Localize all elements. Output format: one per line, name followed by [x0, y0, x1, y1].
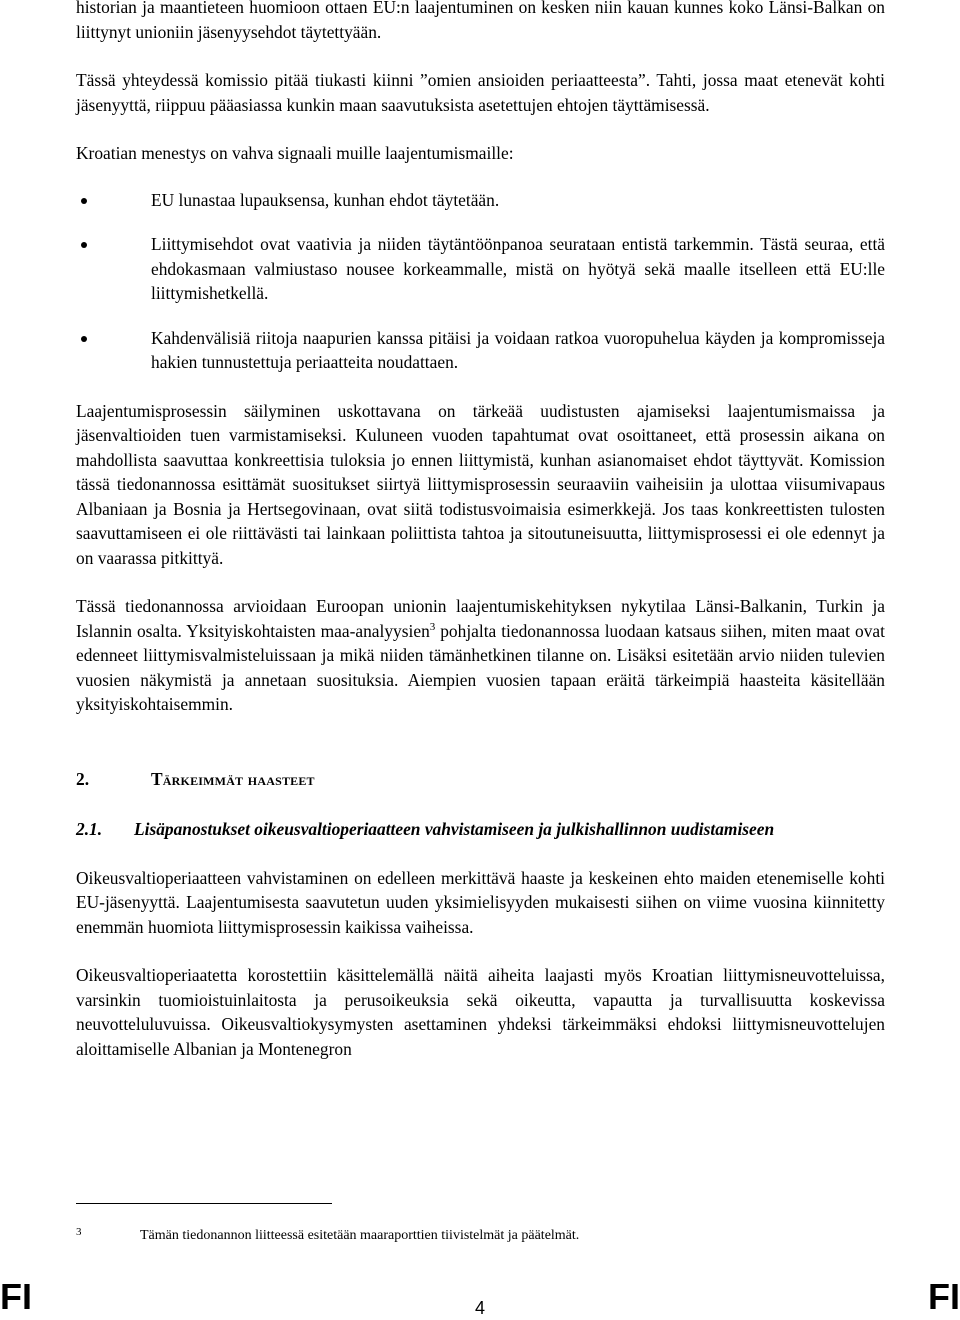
paragraph-croatia-negotiations: Oikeusvaltioperiaatetta korostettiin käsittelemällä näitä aiheita laajasti myös Kroatian liittymisneuvotteluissa, varsinkin tuomioistuinlaitosta ja perusoikeuksia sekä oikeutta, vapautta ja turvallisuutta koskevissa neuvotteluluvuissa. Oikeusvaltiokysymysten asettaminen yhdeksi tärkeimmäksi ehdoksi liittymisneuvottelujen aloittamiselle Albanian ja Montenegron — [76, 965, 885, 1059]
section-number: 2. — [76, 768, 90, 789]
subsection-title: Lisäpanostukset oikeusvaltioperiaatteen vahvistamiseen ja julkishallinnon uudistamiseen — [134, 819, 775, 839]
list-item — [76, 188, 885, 213]
footnote-reference[interactable]: 3 — [429, 620, 436, 633]
list-item-text: EU lunastaa lupauksensa, kunhan ehdot täytetään. — [151, 189, 500, 210]
bullet-dot-icon — [81, 336, 87, 342]
list-item — [76, 232, 885, 306]
footnote-separator — [76, 1203, 332, 1204]
paragraph-assessment-part1: Tässä tiedonannossa arvioidaan Euroopan unionin laajentumiskehityksen nykytilaa Länsi-Balkanin, Turkin ja Islannin osalta. Yksityiskohtaisten maa-analyysien — [76, 596, 885, 641]
section-title: Tärkeimmät haasteet — [151, 768, 315, 789]
paragraph-assessment — [76, 594, 885, 717]
footer-language-code-right: FI — [928, 1276, 960, 1317]
page-number: 4 — [474, 1298, 485, 1318]
list-item-text: Kahdenvälisiä riitoja naapurien kanssa pitäisi ja voidaan ratkoa vuoropuhelua käyden ja kompromisseja hakien tunnustettuja periaatteita noudattaen. — [151, 327, 885, 372]
paragraph-continuation: historian ja maantieteen huomioon ottaen EU:n laajentuminen on kesken niin kauan kunnes koko Länsi-Balkan on liittynyt unioniin jäsenyysehdot täytettyään. — [76, 0, 885, 42]
bullet-list — [76, 188, 885, 375]
paragraph-croatia-signal: Kroatian menestys on vahva signaali muille laajentumismaille: — [76, 143, 514, 163]
paragraph-credibility: Laajentumisprosessin säilyminen uskottavana on tärkeää uudistusten ajamiseksi laajentumismaissa ja jäsenvaltioiden tuen varmistamiseksi. Kuluneen vuoden tapahtumat ovat osoittaneet, että prosessin aikana on mahdollista saavuttaa konkreettisia tuloksia jo ennen liittymistä, kunhan asianomaiset ehdot täyttyvät. Komission tässä tiedonannossa esittämät suositukset siirtyä liittymisprosessin seuraaviin vaiheisiin ja ulottaa viisumivapaus Albaniaan ja Bosnia ja Hertsegovinaan, ovat siitä todistusvoimaisia esimerkkejä. Jos taas konkreettisten tulosten saavuttamiseen ei ole riittävästi tai lainkaan poliittista tahtoa ja sitoutuneisuutta, liittymisprosessi ei ole edennyt ja on vaarassa pitkittyä. — [76, 400, 885, 568]
footnote-number: 3 — [76, 1226, 82, 1238]
paragraph-assessment-part2: pohjalta tiedonannossa luodaan katsaus siihen, miten maat ovat edenneet liittymisvalmisteluissaan ja mikä niiden tämänhetkinen tilanne on. Lisäksi esitetään arvio niiden tulevien vuosien näkymistä ja annetaan suosituksia. Aiempien vuosien tapaan eräitä tärkeimpiä haasteita käsitellään yksityiskohtaisemmin. — [76, 620, 885, 714]
document-page — [76, 0, 885, 1061]
paragraph-merit-principle: Tässä yhteydessä komissio pitää tiukasti kiinni ”omien ansioiden periaatteesta”. Tahti, jossa maat etenevät kohti jäsenyyttä, riippuu pääasiassa kunkin maan saavutuksista asetettujen ehtojen täyttämisessä. — [76, 70, 885, 115]
paragraph-rule-of-law: Oikeusvaltioperiaatteen vahvistaminen on edelleen merkittävä haaste ja keskeinen ehto maiden etenemiselle kohti EU-jäsenyyttä. Laajentumisesta saavutetun uuden yksimielisyyden mukaisesti siihen on viime vuosina kiinnitetty enemmän huomiota liittymisprosessin kaikissa vaiheissa. — [76, 867, 885, 937]
footer-language-code-left: FI — [0, 1276, 32, 1317]
subsection-number: 2.1. — [76, 819, 103, 839]
section-heading — [76, 767, 885, 792]
list-item-text: Liittymisehdot ovat vaativia ja niiden täytäntöönpanoa seurataan entistä tarkemmin. Tästä seuraa, että ehdokasmaan valmiustaso nousee korkeammalle, mistä on hyötyä sekä maalle itselleen että EU:lle liittymishetkellä. — [151, 234, 885, 303]
subsection-heading — [76, 817, 885, 842]
footnote-text: Tämän tiedonannon liitteessä esitetään maaraporttien tiivistelmät ja päätelmät. — [140, 1228, 580, 1243]
bullet-dot-icon — [81, 198, 87, 204]
list-item — [76, 326, 885, 375]
bullet-dot-icon — [81, 242, 87, 248]
